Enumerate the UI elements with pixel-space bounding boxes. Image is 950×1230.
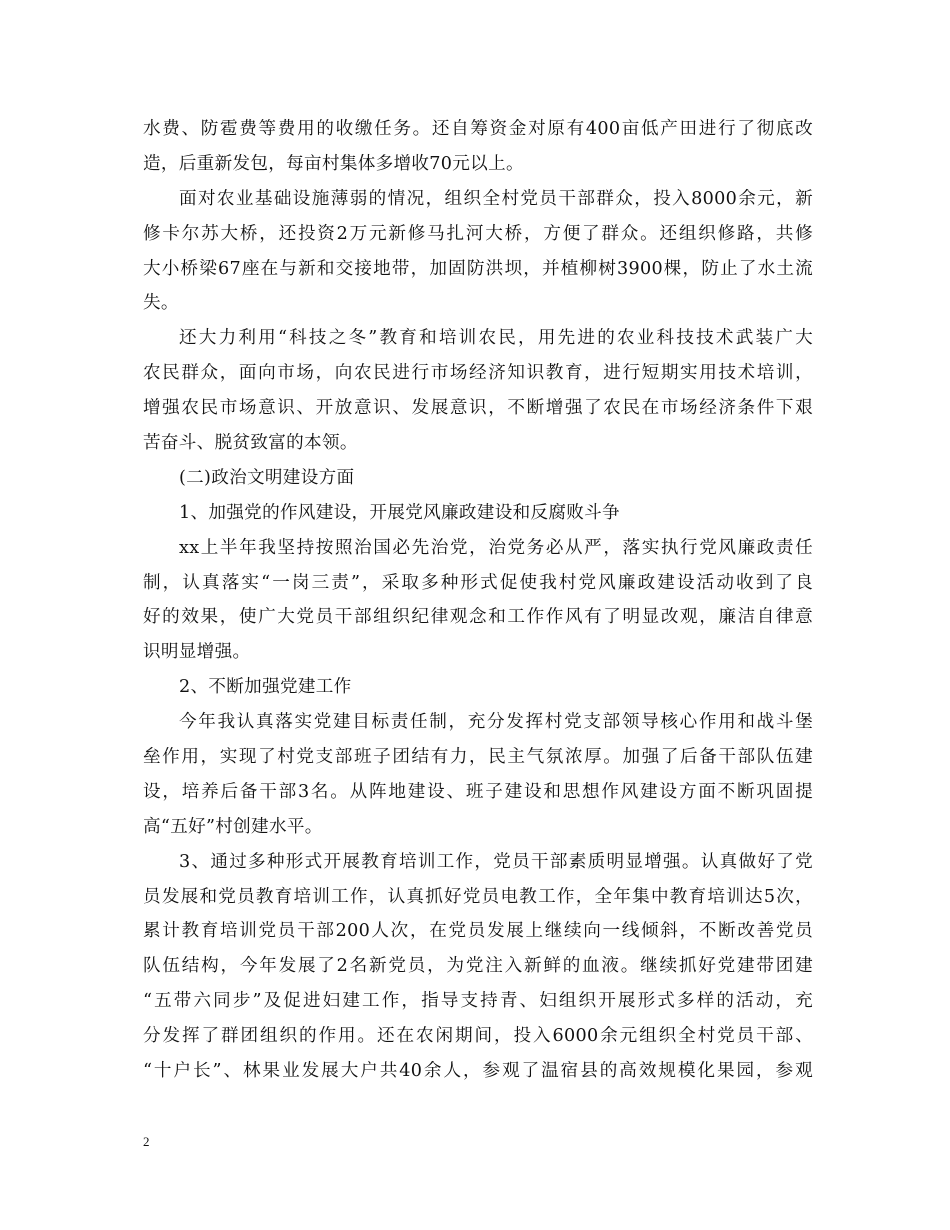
text-line: 今年我认真落实党建目标责任制，充分发挥村党支部领导核心作用和战斗堡 (179, 712, 813, 733)
text-line: (二)政治文明建设方面 (179, 467, 355, 488)
text-line: “十户长”、林果业发展大户共40余人，参观了温宿县的高效规模化果园，参观 (143, 1061, 813, 1082)
text-line: 还大力利用“科技之冬”教育和培训农民，用先进的农业科技技术武装广大 (179, 328, 813, 349)
text-line: 队伍结构，今年发展了2名新党员，为党注入新鲜的血液。继续抓好党建带团建 (143, 956, 813, 977)
text-line: 苦奋斗、脱贫致富的本领。 (143, 433, 358, 454)
text-line: 分发挥了群团组织的作用。还在农闲期间，投入6000余元组织全村党员干部、 (143, 1026, 813, 1047)
text-line: xx上半年我坚持按照治国必先治党，治党务必从严，落实执行党风廉政责任 (179, 537, 813, 558)
text-line: 2、不断加强党建工作 (179, 677, 352, 698)
text-line: 大小桥梁67座在与新和交接地带，加固防洪坝，并植柳树3900棵，防止了水土流 (143, 258, 813, 279)
text-line: 好的效果，使广大党员干部组织纪律观念和工作作风有了明显改观，廉洁自律意 (143, 607, 813, 628)
text-line: 造，后重新发包，每亩村集体多增收70元以上。 (143, 153, 524, 174)
text-line: 失。 (143, 293, 179, 314)
text-line: 3、通过多种形式开展教育培训工作，党员干部素质明显增强。认真做好了党 (179, 851, 813, 872)
text-line: 垒作用，实现了村党支部班子团结有力，民主气氛浓厚。加强了后备干部队伍建 (143, 747, 813, 768)
text-line: 1、加强党的作风建设，开展党风廉政建设和反腐败斗争 (179, 502, 620, 523)
text-line: 修卡尔苏大桥，还投资2万元新修马扎河大桥，方便了群众。还组织修路，共修 (143, 223, 813, 244)
text-line: 面对农业基础设施薄弱的情况，组织全村党员干部群众，投入8000余元，新 (179, 188, 813, 209)
body-text (143, 112, 813, 1089)
text-line: 制，认真落实“一岗三责”，采取多种形式促使我村党风廉政建设活动收到了良 (143, 572, 813, 593)
page-number: 2 (143, 1134, 150, 1149)
text-line: “五带六同步”及促进妇建工作，指导支持青、妇组织开展形式多样的活动，充 (143, 991, 813, 1012)
text-line: 增强农民市场意识、开放意识、发展意识，不断增强了农民在市场经济条件下艰 (143, 398, 813, 419)
text-line: 识明显增强。 (143, 642, 251, 663)
text-line: 水费、防雹费等费用的收缴任务。还自筹资金对原有400亩低产田进行了彻底改 (143, 119, 813, 139)
text-line: 农民群众，面向市场，向农民进行市场经济知识教育，进行短期实用技术培训， (143, 363, 813, 384)
text-line: 设，培养后备干部3名。从阵地建设、班子建设和思想作风建设方面不断巩固提 (143, 781, 813, 802)
text-line: 员发展和党员教育培训工作，认真抓好党员电教工作，全年集中教育培训达5次， (143, 886, 813, 907)
text-line: 高“五好”村创建水平。 (143, 816, 323, 837)
text-line: 累计教育培训党员干部200人次，在党员发展上继续向一线倾斜，不断改善党员 (143, 921, 813, 942)
